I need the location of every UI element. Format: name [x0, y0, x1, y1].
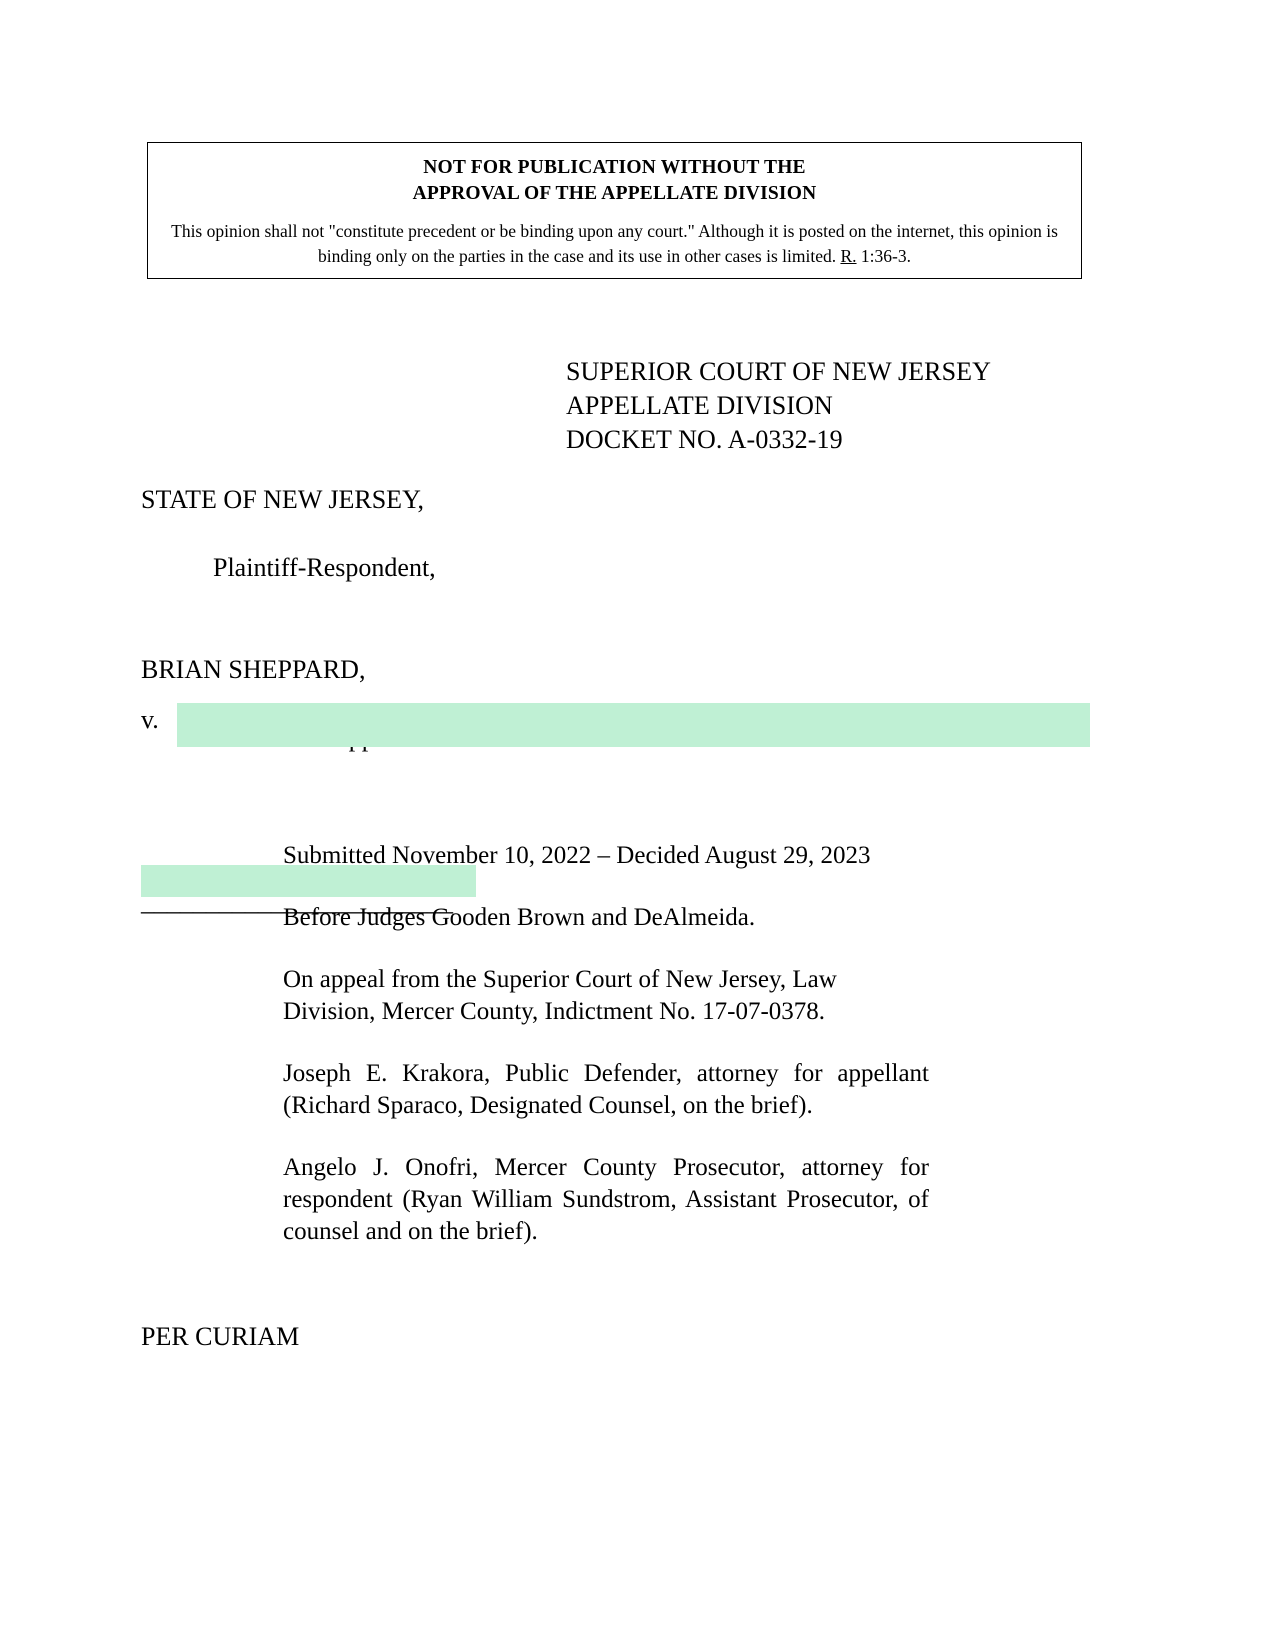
- court-heading: [566, 355, 991, 457]
- notice-title-line-2: APPROVAL OF THE APPELLATE DIVISION: [412, 183, 817, 204]
- defendant-name: BRIAN SHEPPARD,: [141, 655, 366, 684]
- notice-title: [148, 155, 1081, 207]
- highlight-band-versus: [177, 703, 1090, 747]
- versus-label: v.: [141, 705, 159, 734]
- docket-number: DOCKET NO. A-0332-19: [566, 425, 843, 454]
- before-judges-line: Before Judges Gooden Brown and DeAlmeida.: [283, 904, 756, 931]
- notice-body-text-1: This opinion shall not "constitute precedent or be binding upon any court." Although it is posted on the internet, this opinion is binding only on the parties in the case and its use in other cases is limited.: [171, 221, 1058, 266]
- notice-body: [148, 219, 1081, 269]
- court-division: APPELLATE DIVISION: [566, 391, 833, 420]
- caption-divider: ________________________: [141, 887, 453, 916]
- rule-abbreviation: R.: [840, 246, 857, 266]
- per-curiam-label: PER CURIAM: [141, 1322, 300, 1351]
- plaintiff-role: Plaintiff-Respondent,: [213, 553, 436, 582]
- publication-notice-box: [147, 142, 1082, 279]
- opinion-header-block: [283, 840, 929, 1278]
- court-name: SUPERIOR COURT OF NEW JERSEY: [566, 357, 992, 386]
- on-appeal-from: On appeal from the Superior Court of New Jersey, Law Division, Mercer County, Indictment No. 17-07-0378.: [283, 966, 837, 1025]
- notice-title-line-1: NOT FOR PUBLICATION WITHOUT THE: [423, 157, 806, 178]
- notice-body-text-2: 1:36-3.: [856, 246, 911, 266]
- respondent-counsel: Angelo J. Onofri, Mercer County Prosecutor, attorney for respondent (Ryan William Sundstrom, Assistant Prosecutor, of counsel and on the brief).: [283, 1154, 929, 1245]
- submitted-decided-line: Submitted November 10, 2022 – Decided August 29, 2023: [283, 842, 871, 869]
- appellant-counsel: Joseph E. Krakora, Public Defender, attorney for appellant (Richard Sparaco, Designated Counsel, on the brief).: [283, 1060, 929, 1119]
- plaintiff-name: STATE OF NEW JERSEY,: [141, 485, 424, 514]
